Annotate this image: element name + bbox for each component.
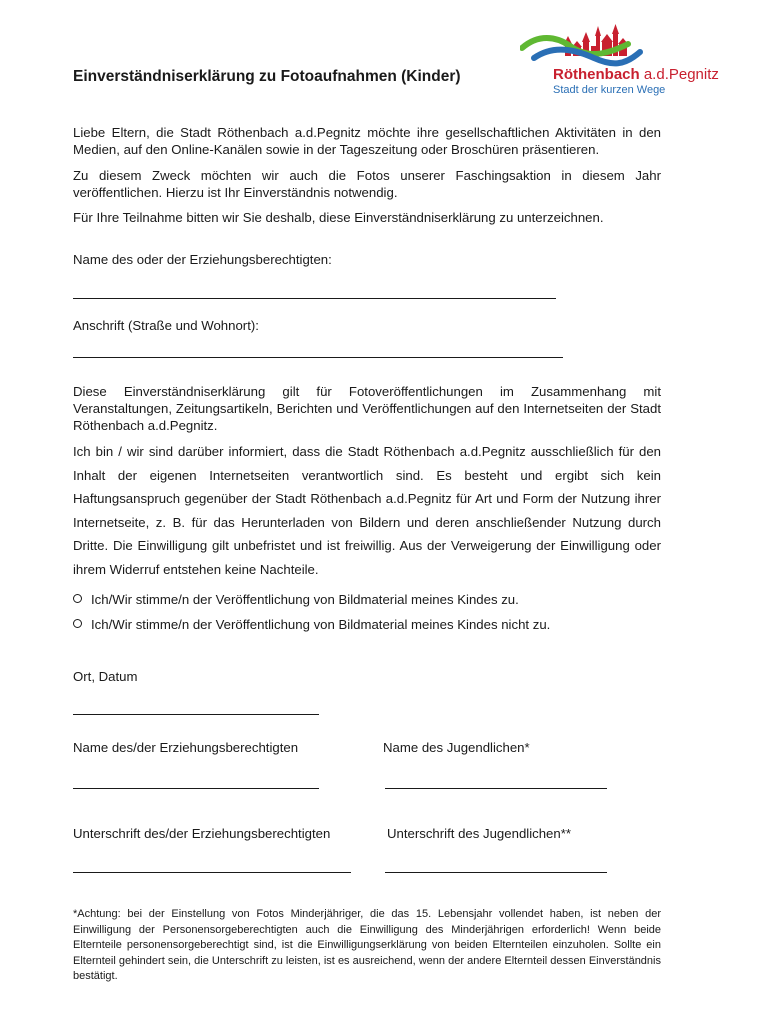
- consent-option-yes[interactable]: [73, 592, 519, 607]
- guardian-signature-label: Unterschrift des/der Erziehungsberechtigten: [73, 826, 331, 841]
- terms-paragraph-1: Diese Einverständniserklärung gilt für Fotoveröffentlichungen im Zusammenhang mit Veranstaltungen, Zeitungsartikeln, Berichten und Veröffentlichungen auf den Internetseiten der Stadt Röthenbach a.d.Pegnitz.: [73, 384, 661, 433]
- intro-paragraph-1: Liebe Eltern, die Stadt Röthenbach a.d.Pegnitz möchte ihre gesellschaftlichen Aktivitäten in den Medien, auf den Online-Kanälen sowie in der Tageszeitung oder Broschüren präsentieren.: [73, 125, 661, 157]
- youth-signature-line[interactable]: [385, 872, 607, 873]
- address-label: Anschrift (Straße und Wohnort):: [73, 318, 259, 333]
- city-skyline-logo-icon: [520, 22, 680, 68]
- guardian-name-sign-label: Name des/der Erziehungsberechtigten: [73, 740, 299, 755]
- consent-option-yes-label: Ich/Wir stimme/n der Veröffentlichung von Bildmaterial meines Kindes zu.: [91, 592, 519, 607]
- city-name-bold: Röthenbach: [553, 66, 640, 83]
- guardian-name-line[interactable]: [73, 298, 556, 299]
- radio-circle-icon[interactable]: [73, 619, 82, 628]
- consent-option-no[interactable]: [73, 617, 550, 632]
- place-date-line[interactable]: [73, 714, 319, 715]
- city-slogan: Stadt der kurzen Wege: [553, 84, 666, 96]
- document-title: Einverständniserklärung zu Fotoaufnahmen (Kinder): [73, 68, 461, 85]
- address-line[interactable]: [73, 357, 563, 358]
- footnote: *Achtung: bei der Einstellung von Fotos Minderjähriger, die das 15. Lebensjahr vollendet haben, ist neben der Einwilligung der Personensorgeberechtigten auch die Einwilligung des Minderjährigen erforderlich! Wenn beide Elternteile personensorgeberechtigt sind, ist die Einwilligungserklärung von beiden Elternteilen einzuholen. Sollte ein Elternteil gehindert sein, die Unterschrift zu leisten, ist es ausreichend, wenn der andere Elternteil dessen Einverständnis bestätigt.: [73, 908, 661, 982]
- guardian-signature-line[interactable]: [73, 872, 351, 873]
- consent-option-no-label: Ich/Wir stimme/n der Veröffentlichung von Bildmaterial meines Kindes nicht zu.: [91, 617, 551, 632]
- city-name: [553, 66, 719, 83]
- intro-paragraph-3: Für Ihre Teilnahme bitten wir Sie deshalb, diese Einverständniserklärung zu unterzeichnen.: [73, 210, 604, 225]
- city-logo: [520, 22, 719, 102]
- youth-name-line[interactable]: [385, 788, 607, 789]
- youth-name-label: Name des Jugendlichen*: [383, 740, 530, 755]
- terms-paragraph-2: Ich bin / wir sind darüber informiert, dass die Stadt Röthenbach a.d.Pegnitz ausschließlich für den Inhalt der eigenen Internetseiten verantwortlich sind. Es besteht und ergibt sich kein Haftungsanspruch gegenüber der Stadt Röthenbach a.d.Pegnitz für Art und Form der Nutzung ihrer Internetseite, z. B. für das Herunterladen von Bildern und deren anschließender Nutzung durch Dritte. Die Einwilligung gilt unbefristet und ist freiwillig. Aus der Verweigerung der Einwilligung oder ihrem Widerruf entstehen keine Nachteile.: [73, 444, 661, 577]
- youth-signature-label: Unterschrift des Jugendlichen**: [387, 826, 571, 841]
- radio-circle-icon[interactable]: [73, 594, 82, 603]
- guardian-name-label: Name des oder der Erziehungsberechtigten:: [73, 252, 332, 267]
- place-date-label: Ort, Datum: [73, 669, 138, 684]
- intro-paragraph-2: Zu diesem Zweck möchten wir auch die Fotos unserer Faschingsaktion in diesem Jahr veröffentlichen. Hierzu ist Ihr Einverständnis notwendig.: [73, 168, 661, 200]
- guardian-name-sign-line[interactable]: [73, 788, 319, 789]
- city-name-suffix: a.d.Pegnitz: [639, 66, 719, 83]
